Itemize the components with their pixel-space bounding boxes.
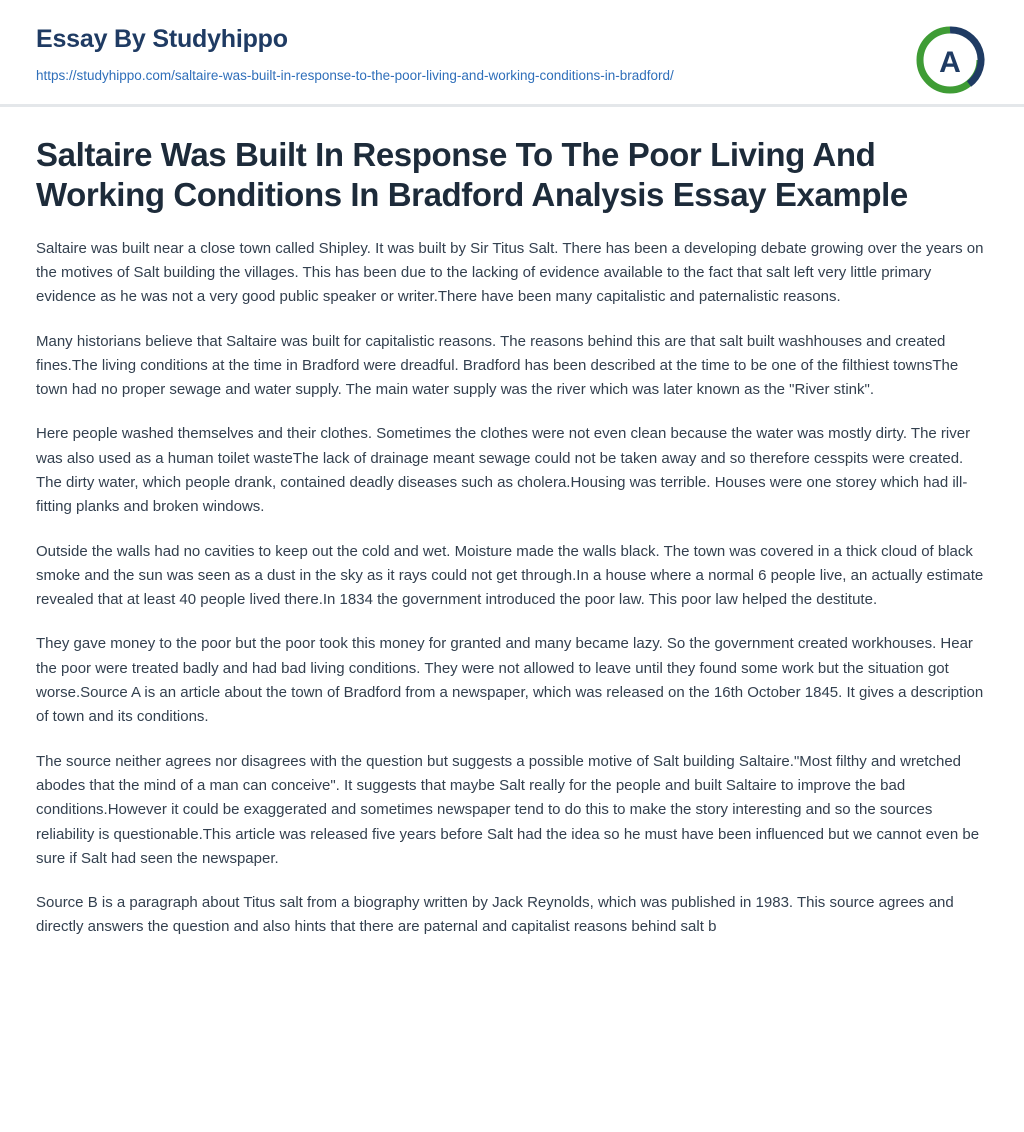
article-paragraph: The source neither agrees nor disagrees with the question but suggests a possible motive of Salt building Saltaire."Most filthy and wretched abodes that the mind of a man can conceive". It suggests that maybe Salt really for the people and built Saltaire to improve the bad conditions.However it could be exaggerated and sometimes newspaper tend to do this to make the story interesting and so the sources reliability is questionable.This article was released five years before Salt had the idea so he must have been influenced but we cannot even be sure if Salt had seen the newspaper. — [36, 752, 980, 867]
article-paragraph: Many historians believe that Saltaire was built for capitalistic reasons. The reasons behind this are that salt built washhouses and created fines.The living conditions at the time in Bradford were dreadful. Bradford has been described at the time to be one of the filthiest townsThe town had no proper sewage and water supply. The main water supply was the river which was later known as the "River stink". — [36, 332, 959, 399]
article-paragraph: Outside the walls had no cavities to keep out the cold and wet. Moisture made the walls black. The town was covered in a thick cloud of black smoke and the sun was seen as a dust in the sky as it rays could not get through.In a house where a normal 6 people live, an actually estimate revealed that at least 40 people lived there.In 1834 the government introduced the poor law. This poor law helped the destitute. — [36, 542, 984, 609]
page-header — [0, 0, 1024, 104]
svg-text:A: A — [939, 46, 961, 79]
article-paragraph: Here people washed themselves and their clothes. Sometimes the clothes were not even clean because the water was mostly dirty. The river was also used as a human toilet wasteThe lack of drainage meant sewage could not be taken away and so therefore cesspits were created. The dirty water, which people drank, contained deadly diseases such as cholera.Housing was terrible. Houses were one storey which had ill-fitting planks and broken windows. — [36, 425, 971, 516]
studyhippo-logo-icon — [912, 22, 988, 98]
article-body — [0, 107, 1024, 979]
page-title: Saltaire Was Built In Response To The Poor Living And Working Conditions In Bradford Analysis Essay Example — [36, 136, 908, 214]
source-url[interactable]: https://studyhippo.com/saltaire-was-built-in-response-to-the-poor-living-and-working-conditions-in-bradford/ — [36, 67, 674, 83]
site-brand: Essay By Studyhippo — [36, 25, 288, 53]
article-paragraph: They gave money to the poor but the poor took this money for granted and many became lazy. So the government created workhouses. Hear the poor were treated badly and had bad living conditions. They were not allowed to leave until they found some work but the situation got worse.Source A is an article about the town of Bradford from a newspaper, which was released on the 16th October 1845. It gives a description of town and its conditions. — [36, 635, 984, 726]
article-paragraph: Saltaire was built near a close town called Shipley. It was built by Sir Titus Salt. There has been a developing debate growing over the years on the motives of Salt building the villages. This has been due to the lacking of evidence available to the fact that salt left very little primary evidence as he was not a very good public speaker or writer.There have been many capitalistic and paternalistic reasons. — [36, 239, 984, 306]
article-paragraph: Source B is a paragraph about Titus salt from a biography written by Jack Reynolds, which was published in 1983. This source agrees and directly answers the question and also hints that there are paternal and capitalist reasons behind salt b — [36, 894, 954, 936]
